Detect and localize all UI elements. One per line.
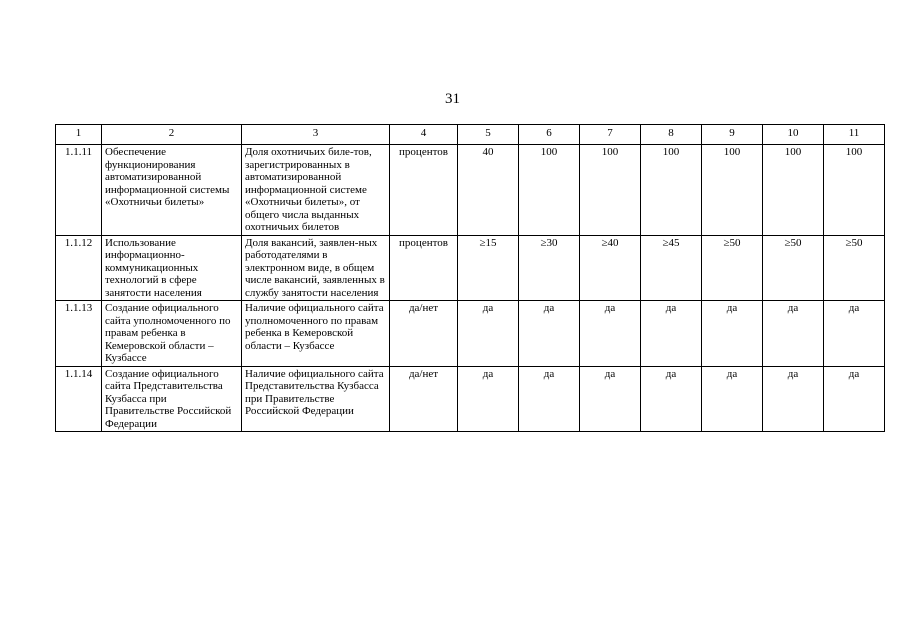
column-header: 8	[641, 125, 702, 145]
column-header: 2	[102, 125, 242, 145]
row-number: 1.1.12	[56, 235, 102, 301]
column-header: 5	[458, 125, 519, 145]
value-cell: ≥30	[519, 235, 580, 301]
value-cell: 100	[580, 145, 641, 236]
indicator-name: Доля охотничьих биле-тов, зарегистрированных в автоматизированной информационной системе «Охотничьи билеты», от общего числа выданных охотничьих билетов	[242, 145, 390, 236]
measure-name: Создание официального сайта Представительства Кузбасса при Правительстве Российской Федерации	[102, 366, 242, 432]
column-header: 4	[390, 125, 458, 145]
column-header: 10	[763, 125, 824, 145]
value-cell: 100	[641, 145, 702, 236]
column-header: 9	[702, 125, 763, 145]
value-cell: ≥50	[763, 235, 824, 301]
value-cell: да	[824, 301, 885, 367]
row-number: 1.1.14	[56, 366, 102, 432]
value-cell: да	[580, 301, 641, 367]
unit-cell: да/нет	[390, 301, 458, 367]
row-number: 1.1.13	[56, 301, 102, 367]
column-header: 3	[242, 125, 390, 145]
value-cell: да	[702, 301, 763, 367]
value-cell: ≥40	[580, 235, 641, 301]
value-cell: да	[519, 366, 580, 432]
value-cell: да	[702, 366, 763, 432]
value-cell: да	[580, 366, 641, 432]
row-number: 1.1.11	[56, 145, 102, 236]
table-row	[56, 235, 885, 301]
value-cell: да	[641, 366, 702, 432]
unit-cell: процентов	[390, 145, 458, 236]
indicator-name: Наличие официального сайта уполномоченного по правам ребенка в Кемеровской области – Кузбассе	[242, 301, 390, 367]
header-row	[56, 125, 885, 145]
value-cell: да	[641, 301, 702, 367]
value-cell: ≥50	[824, 235, 885, 301]
column-header: 7	[580, 125, 641, 145]
value-cell: да	[824, 366, 885, 432]
value-cell: 100	[824, 145, 885, 236]
page-number: 31	[445, 91, 460, 107]
unit-cell: процентов	[390, 235, 458, 301]
value-cell: да	[519, 301, 580, 367]
value-cell: 40	[458, 145, 519, 236]
column-header: 11	[824, 125, 885, 145]
value-cell: 100	[702, 145, 763, 236]
indicators-table	[55, 124, 885, 432]
value-cell: да	[763, 366, 824, 432]
measure-name: Обеспечение функционирования автоматизированной информационной системы «Охотничьи билеты»	[102, 145, 242, 236]
measure-name: Использование информационно-коммуникационных технологий в сфере занятости населения	[102, 235, 242, 301]
value-cell: ≥50	[702, 235, 763, 301]
column-header: 6	[519, 125, 580, 145]
indicator-name: Доля вакансий, заявлен-ных работодателями в электронном виде, в общем числе вакансий, заявленных в службу занятости населения	[242, 235, 390, 301]
table-row	[56, 366, 885, 432]
column-header: 1	[56, 125, 102, 145]
value-cell: ≥15	[458, 235, 519, 301]
value-cell: 100	[519, 145, 580, 236]
value-cell: да	[458, 366, 519, 432]
value-cell: да	[763, 301, 824, 367]
value-cell: 100	[763, 145, 824, 236]
indicator-name: Наличие официального сайта Представительства Кузбасса при Правительстве Российской Федерации	[242, 366, 390, 432]
value-cell: да	[458, 301, 519, 367]
value-cell: ≥45	[641, 235, 702, 301]
unit-cell: да/нет	[390, 366, 458, 432]
table-row	[56, 145, 885, 236]
table-row	[56, 301, 885, 367]
measure-name: Создание официального сайта уполномоченного по правам ребенка в Кемеровской области – Кузбассе	[102, 301, 242, 367]
